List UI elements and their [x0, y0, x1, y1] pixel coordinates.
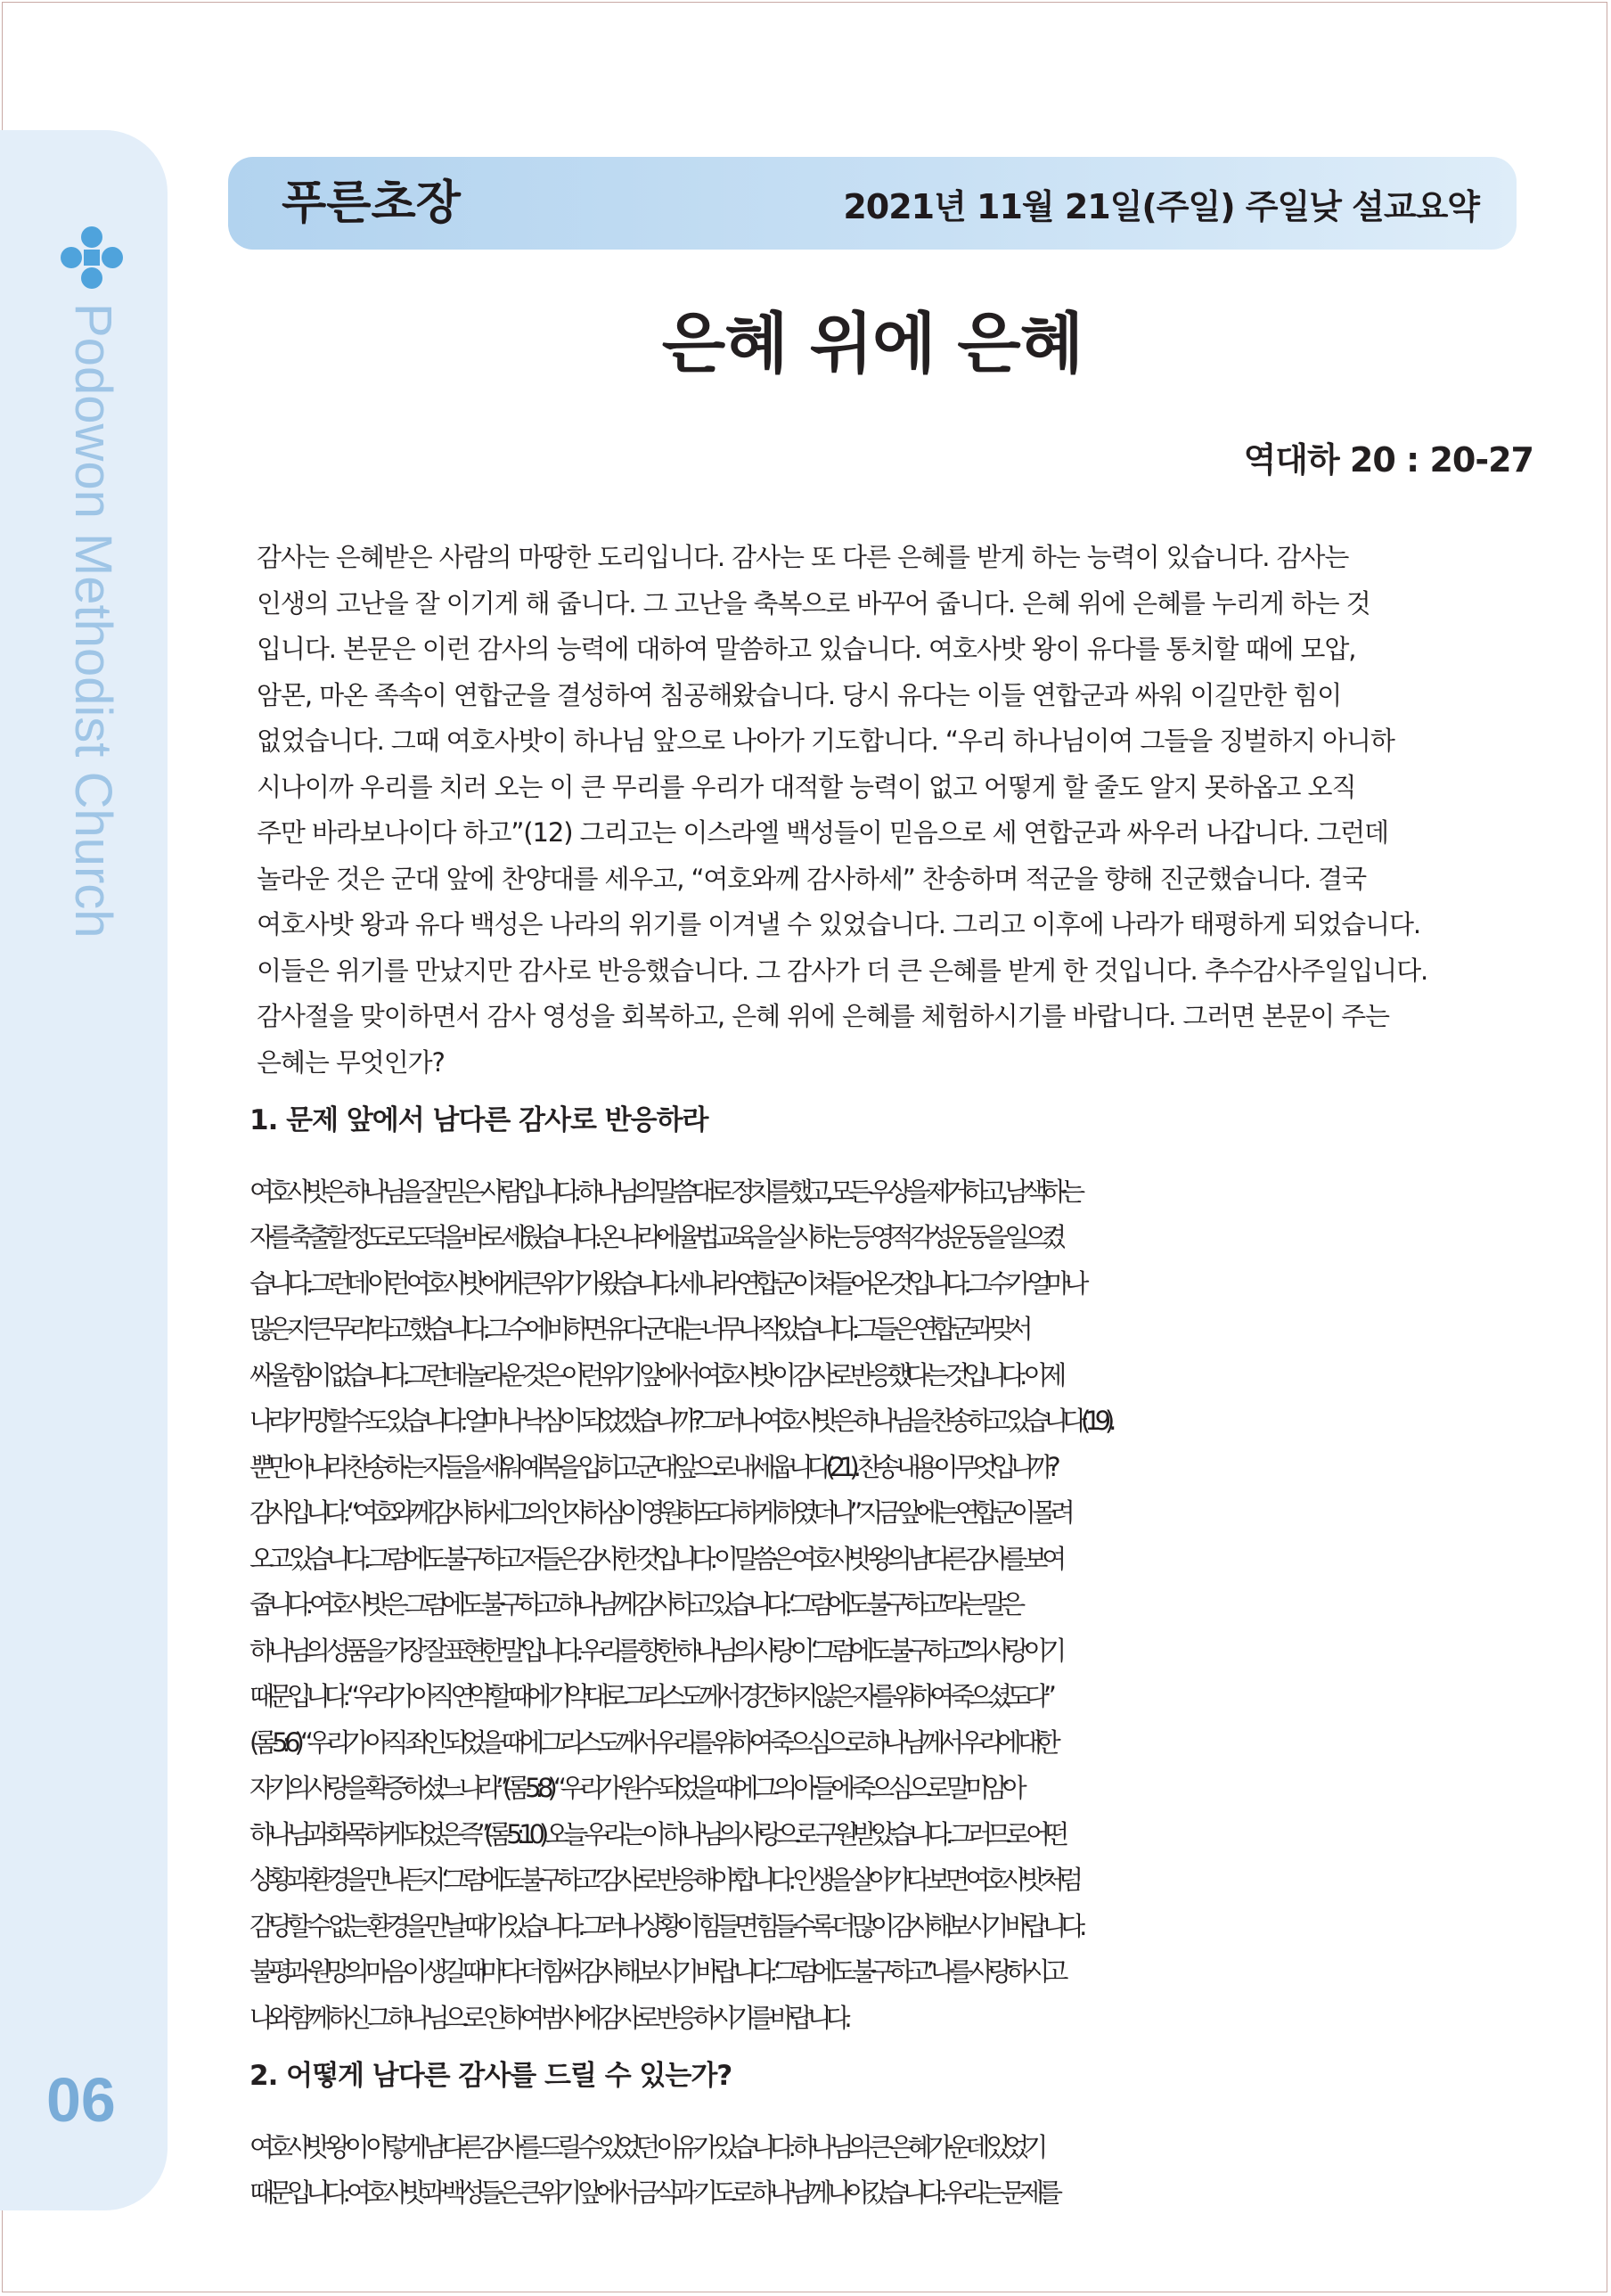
text-line: 은혜는 무엇인가?: [257, 1046, 445, 1078]
sermon-date: 2021년 11월 21일(주일) 주일낮 설교요약: [843, 187, 1479, 226]
text-line: 여호사밧 왕이 이렇게 남다른 감사를 드릴 수 있었던 이유가 있습니다. 하나님의 큰 은혜 가운데 있었기: [249, 2131, 1043, 2162]
text-line: 하나님의 성품을 가장 잘 표현한 말입니다. 우리를 향한 하나님의 사랑이 ‘그럼에도 불구하고’의 사랑이기: [249, 1635, 1061, 1666]
text-line: 싸울 힘이 없습니다. 그런데 놀라운 것은 이런 위기 앞에서 여호사밧이 감사로 반응했다는 것입니다. 이제: [249, 1359, 1061, 1390]
text-line: 놀라운 것은 군대 앞에 찬양대를 세우고, “여호와께 감사하세” 찬송하며 적군을 향해 진군했습니다. 결국: [257, 863, 1366, 894]
intro-paragraph: [249, 535, 1534, 1086]
text-line: 때문입니다. “우리가 아직 연약할 때에 기약대로 그리스도께서 경건하지 않은 자를 위하여 죽으셨도다”: [249, 1681, 1051, 1711]
text-line: (롬5:6) “우리가 아직 죄인 되었을 때에 그리스도께서 우리를 위하여 죽으심으로 하나님께서 우리에 대한: [249, 1726, 1055, 1758]
sermon-body: [249, 535, 1534, 2217]
text-line: 감사입니다. “여호와께 감사하세 그의 인자하심이 영원하도다 하게 하였더니” 지금 앞에는 연합군이 몰려: [249, 1497, 1069, 1528]
text-line: 많은지 ‘큰 무리’라고 했습니다. 그 수에 비하면 유다 군대는 너무나 작았습니다. 그들은 연합군과 맞서: [249, 1314, 1027, 1344]
text-line: 상황과 환경을 만나든지 ‘그럼에도 불구하고’ 감사로 반응해야 합니다. 인생을 살아가다 보면 여호사밧처럼: [249, 1865, 1077, 1895]
text-line: 여호사밧은 하나님을 잘 믿은 사람입니다. 하나님의 말씀대로 정치를 했고, 모든 우상을 제거하고, 남색하는: [249, 1176, 1080, 1207]
section-heading-2: 2. 어떻게 남다른 감사를 드릴 수 있는가?: [249, 2060, 732, 2092]
text-line: 시나이까 우리를 치러 오는 이 큰 무리를 우리가 대적할 능력이 없고 어떻게 할 줄도 알지 못하옵고 오직: [257, 771, 1356, 802]
section-heading-1: 1. 문제 앞에서 남다른 감사로 반응하라: [249, 1104, 708, 1136]
text-line: 감사절을 맞이하면서 감사 영성을 회복하고, 은혜 위에 은혜를 체험하시기를 바랍니다. 그러면 본문이 주는: [257, 1001, 1389, 1031]
text-line: 이들은 위기를 만났지만 감사로 반응했습니다. 그 감사가 더 큰 은혜를 받게 한 것입니다. 추수감사주일입니다.: [257, 955, 1428, 986]
text-line: 암몬, 마온 족속이 연합군을 결성하여 침공해왔습니다. 당시 유다는 이들 연합군과 싸워 이길만한 힘이: [257, 679, 1342, 710]
text-line: 나라가 망할 수도 있습니다. 얼마나 낙심이 되었겠습니까? 그러나 여호사밧은 하나님을 찬송하고 있습니다(19).: [249, 1406, 1111, 1436]
text-line: 감사는 은혜받은 사람의 마땅한 도리입니다. 감사는 또 다른 은혜를 받게 하는 능력이 있습니다. 감사는: [257, 542, 1349, 572]
text-line: 입니다. 본문은 이런 감사의 능력에 대하여 말씀하고 있습니다. 여호사밧 왕이 유다를 통치할 때에 모압,: [257, 634, 1356, 664]
sidebar: [0, 130, 168, 2210]
sermon-title: 은혜 위에 은혜: [661, 306, 1084, 382]
text-line: 주만 바라보나이다 하고”(12) 그리고는 이스라엘 백성들이 믿음으로 세 연합군과 싸우러 나갑니다. 그런데: [257, 817, 1388, 848]
cross-flower-icon: [57, 223, 127, 292]
section-2-paragraph: [249, 2125, 1534, 2217]
text-line: 감당할 수 없는 환경을 만날 때가 있습니다. 그러나 상황이 힘들면 힘들수록 더 많이 감사해보시기 바랍니다.: [249, 1910, 1082, 1941]
text-line: 자를 축출할 정도로 도덕을 바로 세웠습니다. 온 나라에 율법 교육을 실시하는 등 영적 각성운동을 일으켰: [249, 1222, 1061, 1252]
page-number: 06: [46, 2065, 116, 2135]
text-line: 하나님과 화목하게 되었은즉”(롬5:10) 오늘 우리는 이 하나님의 사랑으로 구원받았습니다. 그러므로 어떤: [249, 1818, 1063, 1849]
text-line: 여호사밧 왕과 유다 백성은 나라의 위기를 이겨낼 수 있었습니다. 그리고 이후에 나라가 태평하게 되었습니다.: [257, 909, 1420, 939]
section-1-paragraph: [249, 1169, 1534, 2042]
text-line: 때문입니다. 여호사밧과 백성들은 큰 위기 앞에서 금식과 기도로 하나님께 나아갔습니다. 우리는 문제를: [249, 2177, 1057, 2208]
text-line: 습니다. 그런데 이런 여호사밧에게 큰 위기가 왔습니다. 세 나라 연합군이 쳐들어온 것입니다. 그 수가 얼마나: [249, 1267, 1084, 1299]
text-line: 자기의 사랑을 확증하셨느니라”(롬5:8) “우리가 원수 되었을 때에 그의 아들에 죽으심으로 말미암아: [249, 1773, 1021, 1803]
text-line: 줍니다. 여호사밧은 그럼에도 불구하고 하나님께 감사하고 있습니다. ‘그럼에도 불구하고’라는 말은: [249, 1589, 1020, 1620]
church-name: Podowon Methodist Church: [64, 303, 122, 939]
text-line: 뿐만 아니라 찬송하는 자들을 세워 예복을 입히고 군대 앞으로 내세웁니다(21). 찬송 내용이 무엇입니까?: [249, 1451, 1055, 1482]
text-line: 오고 있습니다. 그럼에도 불구하고 저들은 감사한 것입니다. 이 말씀은 여호사밧 왕의 남다른 감사를 보여: [249, 1543, 1061, 1574]
text-line: 나와 함께 하신 그 하나님으로 인하여 범사에 감사로 반응하시기를 바랍니다.: [249, 2002, 846, 2033]
text-line: 불평과 원망의 마음이 생길 때마다 더 힘써 감사해 보시기 바랍니다. ‘그럼에도 불구하고’ 나를 사랑하시고: [249, 1956, 1063, 1987]
text-line: 인생의 고난을 잘 이기게 해 줍니다. 그 고난을 축복으로 바꾸어 줍니다. 은혜 위에 은혜를 누리게 하는 것: [257, 587, 1370, 619]
text-line: 없었습니다. 그때 여호사밧이 하나님 앞으로 나아가 기도합니다. “우리 하나님이여 그들을 징벌하지 아니하: [257, 726, 1394, 756]
scripture-reference: 역대하 20 : 20-27: [1243, 440, 1533, 480]
category-label: 푸른초장: [282, 176, 461, 230]
